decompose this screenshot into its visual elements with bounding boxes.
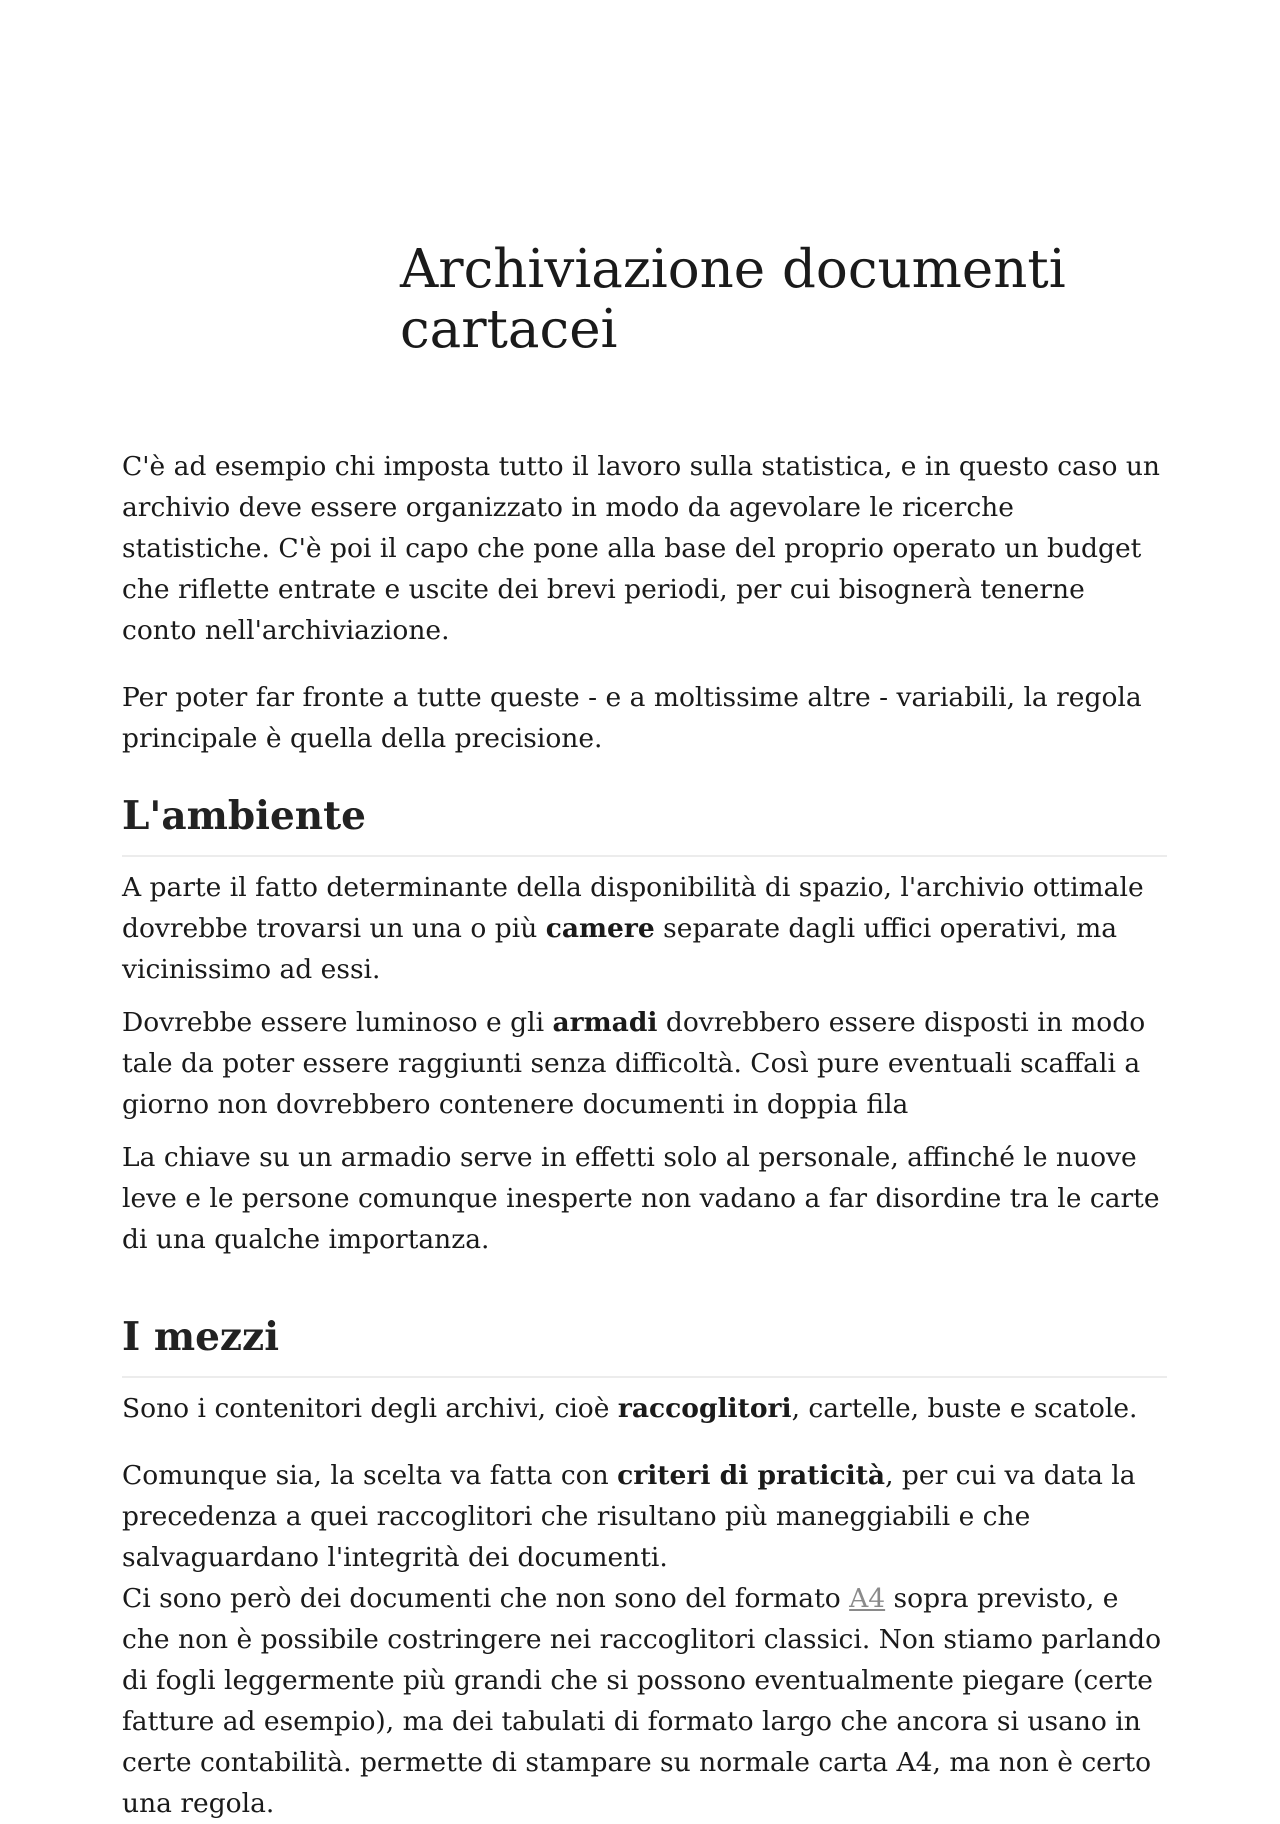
ambiente-paragraph: La chiave su un armadio serve in effetti solo al personale, affinché le nuove leve e le persone comunque inesperte non vadano a far disordine tra le carte di una qualche importanza. <box>122 1142 1160 1255</box>
bold-term: raccoglitori <box>617 1393 792 1424</box>
mezzi-paragraph <box>122 1388 1167 1429</box>
text-span: , cartelle, buste e scatole. <box>791 1393 1138 1424</box>
text-span: , per cui va data la precedenza a quei raccoglitori che risultano più maneggiabili e che salvaguardano l'integrità dei documenti. <box>122 1460 1136 1573</box>
text-span: Dovrebbe essere luminoso e gli <box>122 1007 553 1038</box>
bold-term: camere <box>545 913 655 944</box>
mezzi-paragraph <box>122 1455 1167 1578</box>
intro-paragraph: Per poter far fronte a tutte queste - e a moltissime altre - variabili, la regola principale è quella della precisione. <box>122 682 1142 754</box>
bold-term: criteri di praticità <box>617 1460 886 1491</box>
mezzi-paragraph <box>122 1578 1167 1824</box>
text-span: Sono i contenitori degli archivi, cioè <box>122 1393 618 1424</box>
intro-paragraph: C'è ad esempio chi imposta tutto il lavoro sulla statistica, e in questo caso un archivio deve essere organizzato in modo da agevolare le ricerche statistiche. C'è poi il capo che pone alla base del proprio operato un budget che riflette entrate e uscite dei brevi periodi, per cui bisognerà tenerne conto nell'archiviazione. <box>122 451 1160 646</box>
document-body <box>122 446 1167 1824</box>
page-title: Archiviazione documenti cartacei <box>400 239 1066 360</box>
a4-link[interactable]: A4 <box>849 1583 886 1614</box>
text-span: Comunque sia, la scelta va fatta con <box>122 1460 618 1491</box>
bold-term: armadi <box>552 1007 658 1038</box>
section-heading-ambiente: L'ambiente <box>122 791 1167 857</box>
text-span: A parte il fatto determinante della disponibilità di spazio, l'archivio ottimale dovrebbe trovarsi un una o più <box>122 872 1144 944</box>
text-span: dovrebbero essere disposti in modo tale da poter essere raggiunti senza difficoltà. Così pure eventuali scaffali a giorno non dovrebbero contenere documenti in doppia fila <box>122 1007 1146 1120</box>
text-span: Ci sono però dei documenti che non sono del formato <box>122 1583 850 1614</box>
ambiente-paragraph <box>122 1002 1167 1125</box>
text-span: separate dagli uffici operativi, ma vicinissimo ad essi. <box>122 913 1118 985</box>
ambiente-paragraph <box>122 867 1167 990</box>
section-heading-mezzi: I mezzi <box>122 1312 1167 1378</box>
text-span: sopra previsto, e che non è possibile costringere nei raccoglitori classici. Non stiamo parlando di fogli leggermente più grandi che si possono eventualmente piegare (certe fatture ad esempio), ma dei tabulati di formato largo che ancora si usano in certe contabilità. permette di stampare su normale carta A4, ma non è certo una regola. <box>122 1583 1162 1819</box>
